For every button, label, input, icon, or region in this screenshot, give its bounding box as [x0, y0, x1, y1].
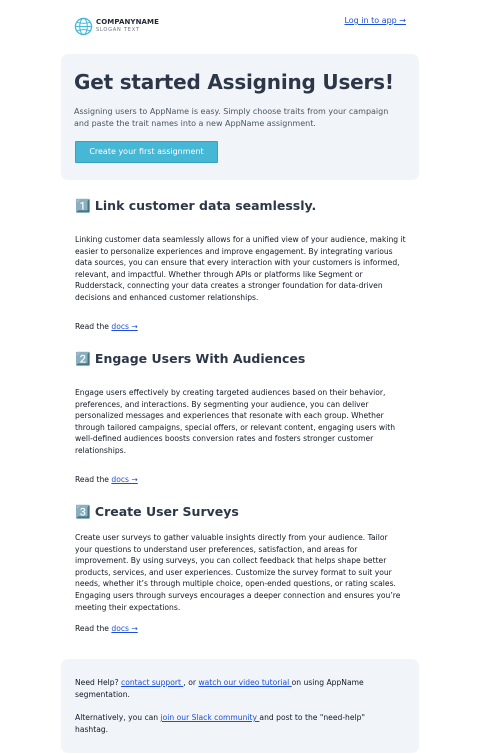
section-body-surveys: Create user surveys to gather valuable insights directly from your audience. Tailor your questions to understand user preferences, satisfaction, and areas for improvement. By using surveys, you can collect feedback that helps shape better products, services, and user experiences. Customize the survey format to suit your needs, whether it’s through multiple choice, open-ended questions, or rating scales. Engaging users through surveys encourages a deeper connection and ensures you’re meeting their expectations. — [75, 533, 401, 612]
read-docs-line — [75, 322, 138, 331]
read-prefix: Read the — [75, 475, 112, 484]
globe-icon — [74, 17, 93, 36]
brand-name: COMPANYNAME — [96, 18, 160, 26]
section-title-link-data: 1️⃣ Link customer data seamlessly. — [75, 198, 317, 213]
alternative-prefix: Alternatively, you can — [75, 713, 161, 722]
read-prefix: Read the — [75, 624, 112, 633]
docs-link[interactable]: docs → — [111, 475, 138, 484]
or-text: , or — [183, 678, 199, 687]
segmentation-text: on using AppName segmentation. — [75, 678, 364, 699]
alternative-paragraph — [75, 712, 395, 735]
login-link[interactable]: Log in to app → — [344, 16, 406, 25]
help-box — [61, 659, 419, 753]
need-help-text: Need Help? — [75, 678, 122, 687]
section-title-surveys: 3️⃣ Create User Surveys — [75, 504, 239, 519]
create-assignment-button[interactable]: Create your first assignment — [75, 141, 218, 163]
hero-box — [61, 54, 419, 180]
contact-support-link[interactable]: contact support — [121, 678, 184, 687]
hero-description: Assigning users to AppName is easy. Simply choose traits from your campaign and paste the trait names into a new AppName assignment. — [74, 107, 389, 128]
help-paragraph — [75, 677, 395, 700]
docs-link[interactable]: docs → — [111, 322, 138, 331]
read-prefix: Read the — [75, 322, 112, 331]
docs-link[interactable]: docs → — [111, 624, 138, 633]
hero-title: Get started Assigning Users! — [74, 70, 394, 94]
slack-community-link[interactable]: join our Slack community — [160, 713, 260, 722]
read-docs-line — [75, 624, 138, 633]
section-body-link-data: Linking customer data seamlessly allows for a unified view of your audience, making it easier to personalize experiences and improve engagement. By integrating various data sources, you can ensure that every interaction with your customers is informed, relevant, and impactful. Whether through APIs or platforms like Segment or Rudderstack, connecting your data creates a stronger foundation for data-driven decisions and enhanced customer relationships. — [75, 235, 406, 302]
section-body-audiences: Engage users effectively by creating targeted audiences based on their behavior, preferences, and interactions. By segmenting your audience, you can deliver personalized messages and experiences that resonate with each group. Whether through tailored campaigns, special offers, or relevant content, engaging users with well-defined audiences boosts conversion rates and fosters stronger customer relationships. — [75, 388, 396, 455]
section-title-audiences: 2️⃣ Engage Users With Audiences — [75, 351, 306, 366]
brand-slogan: SLOGAN TEXT — [96, 27, 140, 33]
header — [74, 16, 406, 38]
brand — [96, 18, 159, 34]
read-docs-line — [75, 475, 138, 484]
alternative-suffix: and post to the "need-help" hashtag. — [75, 713, 365, 734]
video-tutorial-link[interactable]: watch our video tutorial — [198, 678, 292, 687]
